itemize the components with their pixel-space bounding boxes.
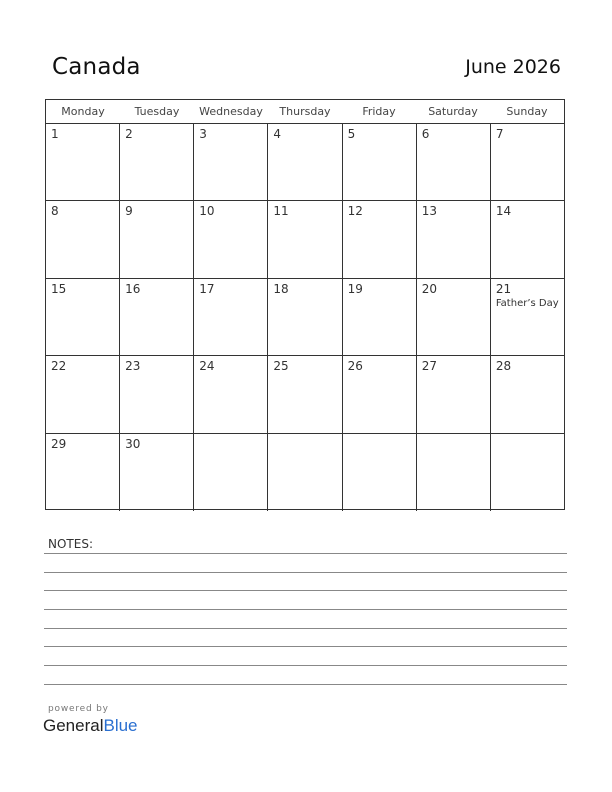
day-cell (194, 201, 268, 277)
day-cell (46, 201, 120, 277)
week-row (46, 201, 564, 278)
note-line (44, 628, 567, 629)
weekday-header-sunday: Sunday (506, 105, 548, 118)
day-cell (343, 279, 417, 355)
day-number: 15 (51, 281, 67, 296)
day-number: 23 (125, 359, 141, 374)
day-number: 20 (421, 281, 437, 296)
day-cell (194, 279, 268, 355)
day-number: 12 (347, 204, 363, 219)
day-number: 22 (51, 359, 67, 374)
day-number: 30 (125, 436, 141, 451)
day-cell (120, 279, 194, 355)
day-cell (491, 279, 564, 355)
day-cell (343, 434, 417, 511)
day-cell (46, 434, 120, 511)
day-cell (46, 279, 120, 355)
day-cell (491, 201, 564, 277)
day-cell (120, 434, 194, 511)
week-row (46, 356, 564, 433)
weekday-header-monday: Monday (61, 105, 105, 118)
day-cell (120, 201, 194, 277)
day-number: 29 (51, 436, 67, 451)
holiday-label: Father’s Day (495, 297, 559, 309)
day-cell (417, 279, 491, 355)
weekday-header-row (46, 100, 564, 124)
weekday-header-saturday: Saturday (428, 105, 478, 118)
day-cell (268, 434, 342, 511)
week-row (46, 279, 564, 356)
note-line (44, 572, 567, 573)
day-cell (491, 434, 564, 511)
day-cell (417, 124, 491, 200)
day-number: 3 (199, 127, 207, 141)
day-cell (343, 356, 417, 432)
day-number: 13 (421, 204, 437, 219)
day-number: 11 (273, 204, 289, 219)
day-number: 24 (199, 359, 215, 374)
day-cell (194, 124, 268, 200)
notes-label: NOTES: (48, 537, 93, 551)
day-number: 16 (125, 281, 141, 296)
note-line (44, 646, 567, 647)
day-number: 26 (347, 359, 363, 374)
day-cell (268, 124, 342, 200)
powered-by-text: powered by (48, 704, 109, 714)
brand-text-general: General (43, 716, 104, 735)
week-row (46, 434, 564, 511)
day-number: 27 (421, 359, 437, 374)
page-title-country: Canada (52, 54, 141, 80)
day-cell (268, 279, 342, 355)
day-number: 6 (421, 127, 430, 141)
day-number: 21 (495, 281, 512, 296)
brand-text-blue: Blue (103, 716, 138, 735)
day-number: 8 (51, 204, 59, 219)
day-number: 7 (495, 127, 504, 141)
day-cell (194, 434, 268, 511)
day-number: 14 (495, 204, 512, 219)
day-cell (417, 434, 491, 511)
week-row (46, 124, 564, 201)
day-cell (268, 356, 342, 432)
day-number: 10 (199, 204, 215, 219)
calendar-grid (45, 99, 565, 510)
day-cell (343, 124, 417, 200)
day-cell (120, 356, 194, 432)
day-number: 2 (125, 127, 133, 141)
note-line (44, 684, 567, 685)
day-cell (491, 356, 564, 432)
note-line (44, 553, 567, 554)
day-cell (46, 124, 120, 200)
day-number: 17 (199, 281, 215, 296)
day-cell (417, 201, 491, 277)
weekday-header-thursday: Thursday (279, 105, 331, 118)
note-line (44, 665, 567, 666)
page-title-month: June 2026 (465, 56, 561, 78)
day-cell (343, 201, 417, 277)
weekday-header-friday: Friday (362, 105, 396, 118)
day-number: 28 (495, 359, 512, 374)
day-cell (417, 356, 491, 432)
day-number: 1 (51, 127, 59, 141)
weekday-header-wednesday: Wednesday (199, 105, 263, 118)
day-cell (491, 124, 564, 200)
day-cell (46, 356, 120, 432)
day-number: 18 (273, 281, 289, 296)
day-cell (120, 124, 194, 200)
note-line (44, 609, 567, 610)
day-cell (194, 356, 268, 432)
day-number: 9 (125, 204, 133, 219)
day-number: 4 (273, 127, 282, 141)
day-number: 5 (347, 127, 356, 141)
day-number: 25 (273, 359, 289, 374)
weekday-header-tuesday: Tuesday (134, 105, 180, 118)
note-line (44, 590, 567, 591)
day-cell (268, 201, 342, 277)
day-number: 19 (347, 281, 363, 296)
brand-logo (43, 716, 138, 736)
